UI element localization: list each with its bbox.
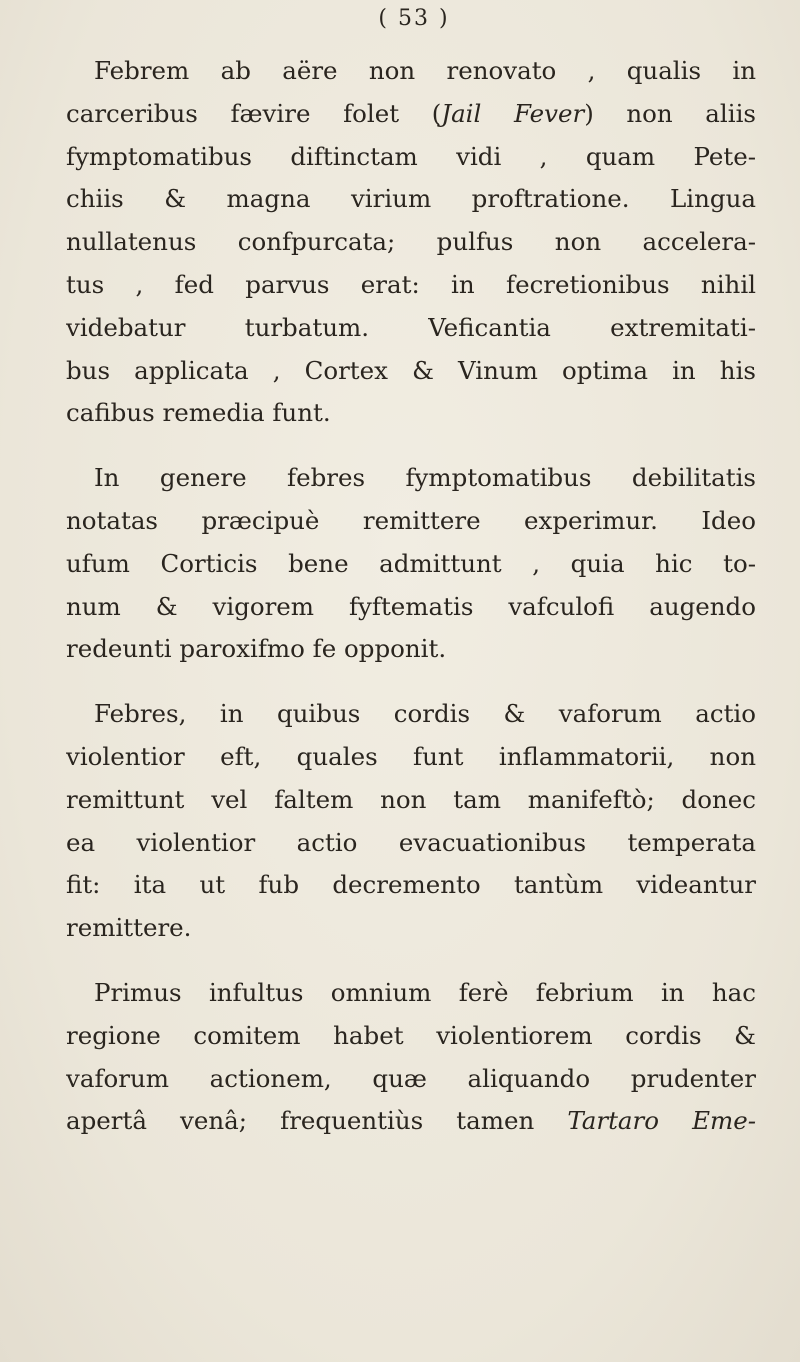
text-line: Primus infultus omnium ferè febrium in hac [94, 977, 756, 1007]
page-number: ( 53 ) [378, 6, 450, 31]
text-line [66, 1100, 756, 1143]
text-line: In genere febres fymptomatibus debilitatis [94, 463, 756, 493]
italic-text: Jail Fever [441, 98, 585, 128]
text-line: violentior eft, quales funt inflammatorii, non [66, 741, 756, 771]
text-line: redeunti paroxifmo fe opponit. [66, 634, 447, 664]
text-span: apertâ venâ; frequentiùs tamen [66, 1106, 568, 1136]
paragraph-gap [66, 435, 756, 457]
text-line: ea violentior actio evacuationibus temperata [66, 827, 756, 857]
text-span: carceribus fævire folet ( [66, 98, 442, 128]
text-line: num & vigorem fyftematis vafculofi augendo [66, 591, 756, 621]
page-text [66, 50, 756, 1143]
paragraph-gap [66, 950, 756, 972]
text-line: vaforum actionem, quæ aliquando prudenter [66, 1063, 756, 1093]
text-line: remittere. [66, 913, 192, 943]
text-line: fymptomatibus diftinctam vidi , quam Pete- [66, 141, 756, 171]
text-line: chiis & magna virium proftratione. Lingua [66, 184, 756, 214]
text-line: Febres, in quibus cordis & vaforum actio [94, 699, 756, 729]
text-line: fit: ita ut fub decremento tantùm videantur [66, 870, 756, 900]
text-line: remittunt vel faltem non tam manifeftò; donec [66, 784, 756, 814]
paragraph-4 [66, 972, 756, 1143]
italic-text: Tartaro Eme- [567, 1106, 756, 1136]
text-line: bus applicata , Cortex & Vinum optima in his [66, 355, 756, 385]
text-line: Febrem ab aëre non renovato , qualis in [94, 56, 756, 85]
paragraph-gap [66, 671, 756, 693]
text-line: tus , fed parvus erat: in fecretionibus nihil [66, 269, 756, 299]
text-line: ufum Corticis bene admittunt , quia hic to- [66, 548, 756, 578]
text-line: regione comitem habet violentiorem cordis & [66, 1020, 756, 1050]
text-line: cafibus remedia funt. [66, 398, 331, 428]
text-line: nullatenus confpurcata; pulfus non accelera- [66, 227, 756, 257]
paragraph-2 [66, 457, 756, 671]
text-line: notatas præcipuè remittere experimur. Ideo [66, 505, 756, 535]
text-line: videbatur turbatum. Veficantia extremitati- [66, 312, 756, 342]
text-span: ) non aliis [584, 98, 756, 128]
paragraph-3 [66, 693, 756, 950]
paragraph-1 [66, 50, 756, 435]
text-line [66, 93, 756, 136]
